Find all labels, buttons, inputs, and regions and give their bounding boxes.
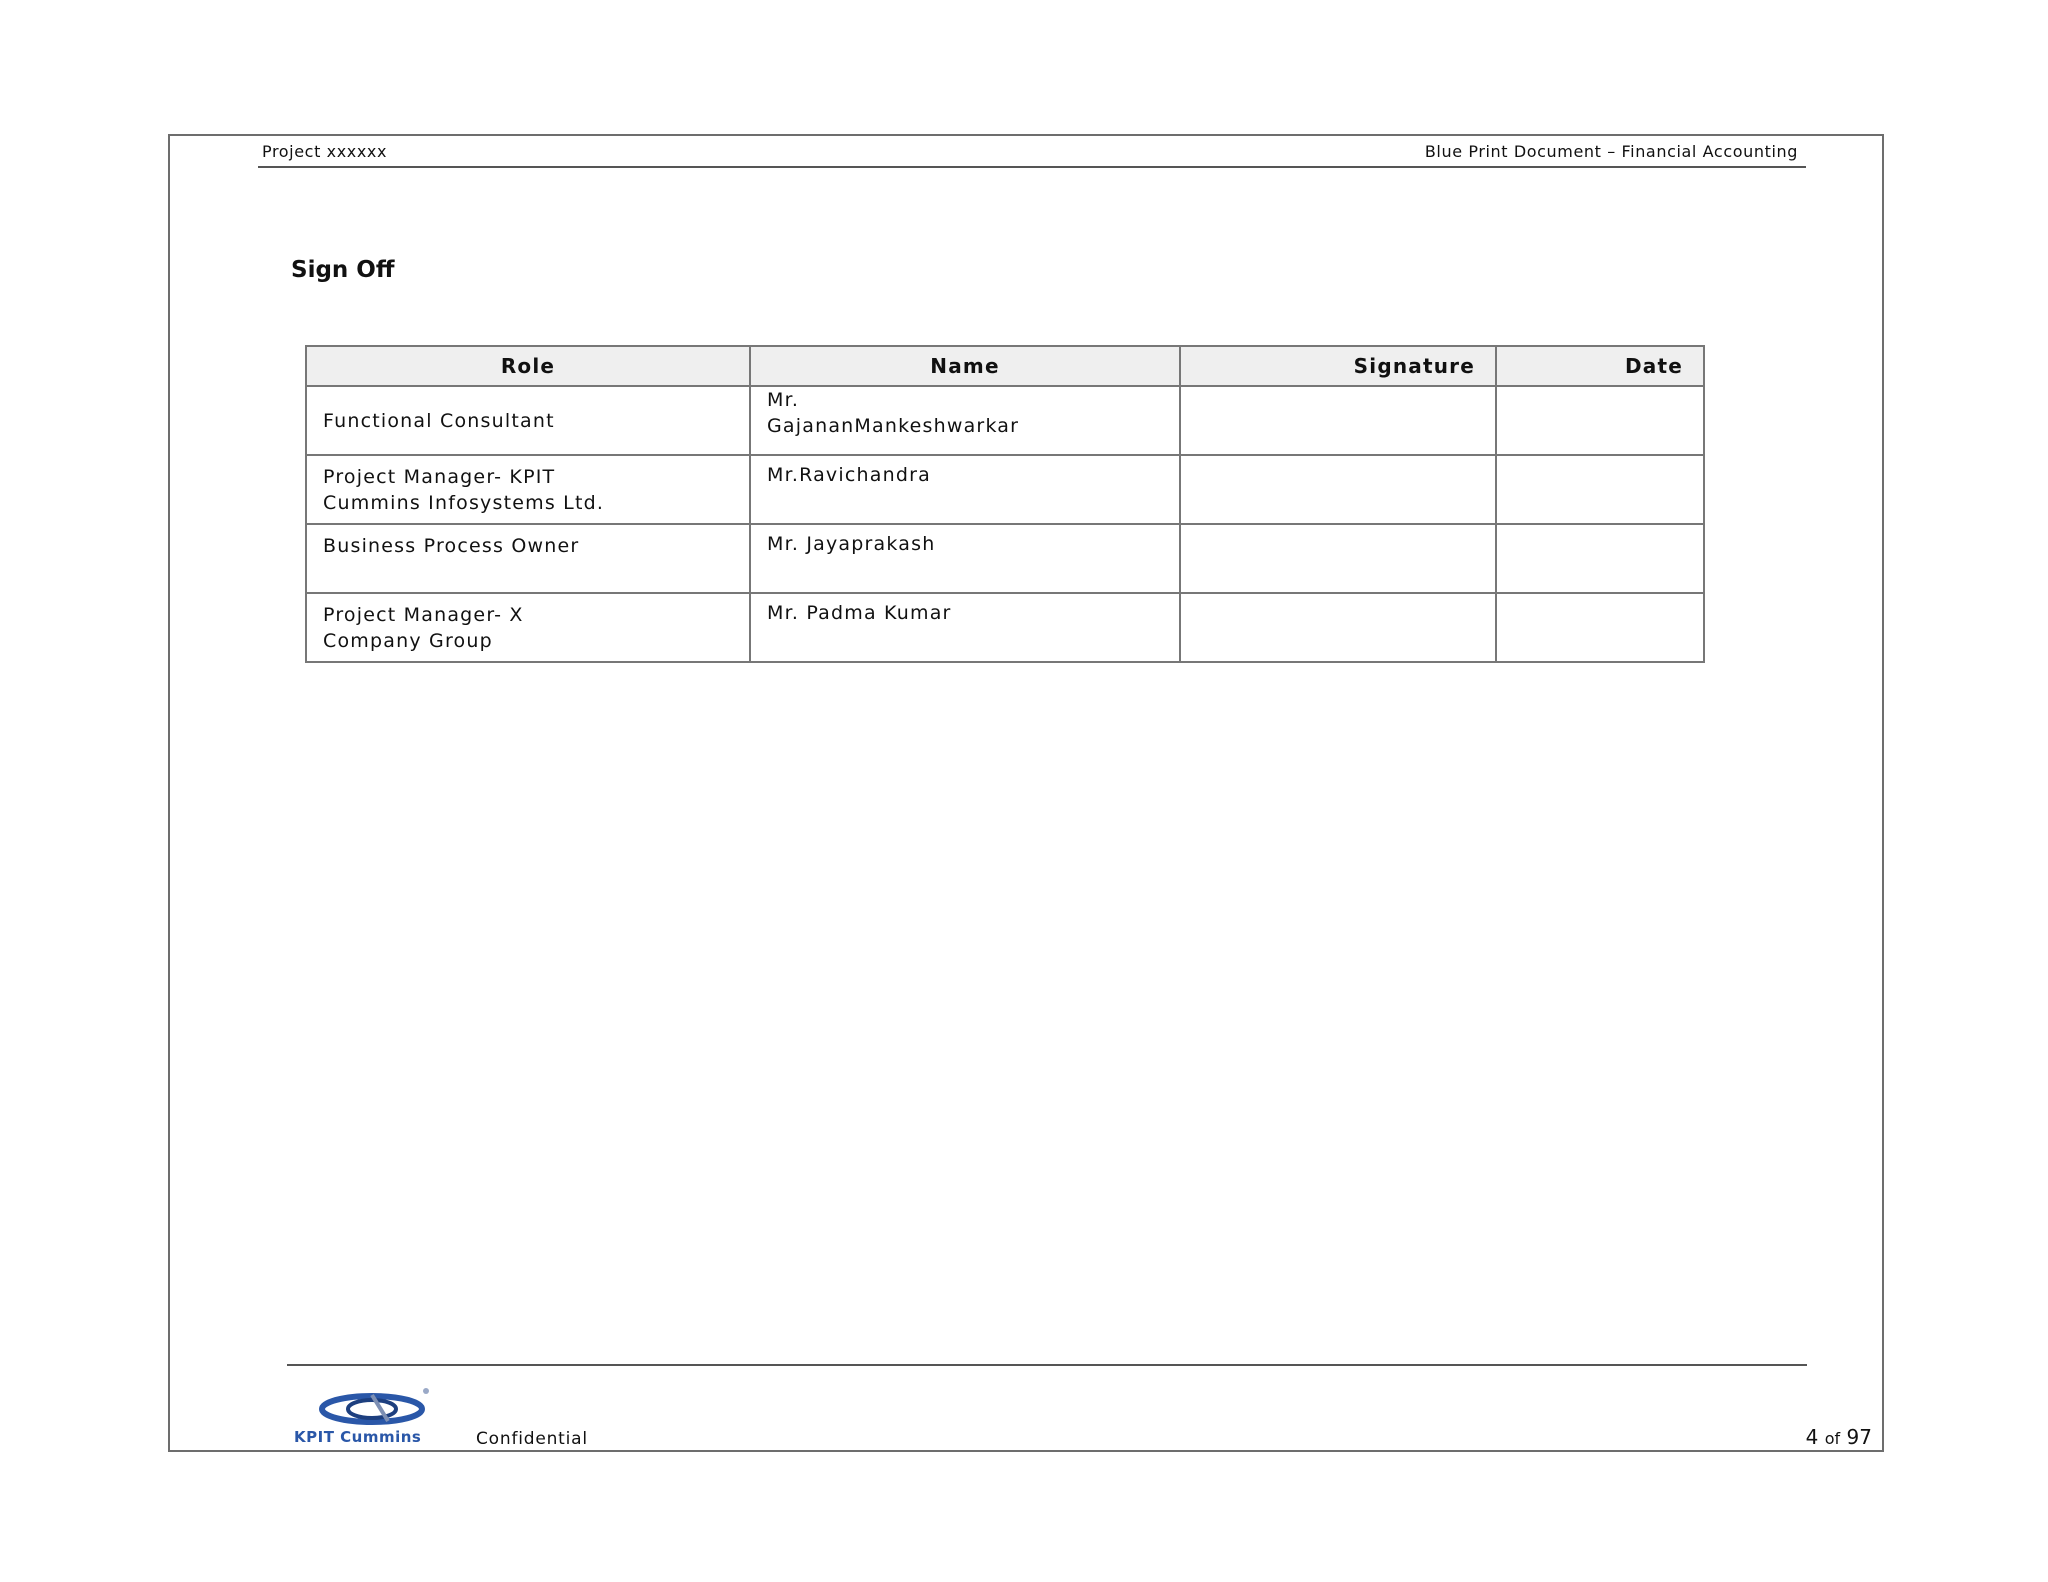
signature-cell bbox=[1180, 593, 1496, 662]
role-cell bbox=[306, 524, 750, 593]
confidential-label: Confidential bbox=[476, 1429, 588, 1449]
name-line: Mr. Padma Kumar bbox=[767, 602, 952, 624]
column-header-date: Date bbox=[1496, 346, 1704, 386]
role-cell bbox=[306, 386, 750, 455]
signoff-table bbox=[305, 345, 1705, 663]
logo-text: KPIT Cummins bbox=[294, 1428, 422, 1446]
section-title: Sign Off bbox=[291, 257, 395, 283]
company-logo bbox=[294, 1385, 474, 1449]
signature-cell bbox=[1180, 524, 1496, 593]
page-current: 4 bbox=[1805, 1425, 1819, 1449]
role-line: Cummins Infosystems Ltd. bbox=[323, 491, 605, 514]
page-number bbox=[1806, 1425, 1872, 1449]
column-header-name: Name bbox=[750, 346, 1180, 386]
table-row bbox=[306, 455, 1704, 524]
table-row bbox=[306, 524, 1704, 593]
name-line: Mr.Ravichandra bbox=[767, 464, 931, 486]
column-header-role: Role bbox=[306, 346, 750, 386]
name-line: Mr. Jayaprakash bbox=[767, 533, 936, 555]
role-line: Project Manager- KPIT bbox=[323, 465, 556, 488]
page-of: of bbox=[1824, 1429, 1841, 1448]
page-total: 97 bbox=[1846, 1425, 1872, 1449]
footer-divider bbox=[287, 1364, 1807, 1366]
role-line: Functional Consultant bbox=[323, 409, 555, 432]
role-cell bbox=[306, 593, 750, 662]
date-cell bbox=[1496, 455, 1704, 524]
name-cell bbox=[750, 593, 1180, 662]
date-cell bbox=[1496, 386, 1704, 455]
role-line: Project Manager- X bbox=[323, 603, 524, 626]
role-cell bbox=[306, 455, 750, 524]
role-line: Company Group bbox=[323, 629, 493, 652]
name-cell bbox=[750, 386, 1180, 455]
date-cell bbox=[1496, 524, 1704, 593]
name-cell bbox=[750, 524, 1180, 593]
page-header bbox=[258, 140, 1806, 168]
kpit-cummins-logo-icon bbox=[314, 1385, 434, 1429]
name-line: Mr. bbox=[767, 389, 800, 411]
name-line: GajananMankeshwarkar bbox=[767, 415, 1020, 437]
role-line: Business Process Owner bbox=[323, 535, 580, 557]
table-row bbox=[306, 593, 1704, 662]
header-project: Project xxxxxx bbox=[262, 142, 388, 161]
page-frame bbox=[168, 134, 1884, 1452]
signature-cell bbox=[1180, 455, 1496, 524]
table-row bbox=[306, 386, 1704, 455]
table-header-row bbox=[306, 346, 1704, 386]
column-header-signature: Signature bbox=[1180, 346, 1496, 386]
header-document-title: Blue Print Document – Financial Accounting bbox=[1424, 142, 1798, 161]
date-cell bbox=[1496, 593, 1704, 662]
signature-cell bbox=[1180, 386, 1496, 455]
name-cell bbox=[750, 455, 1180, 524]
